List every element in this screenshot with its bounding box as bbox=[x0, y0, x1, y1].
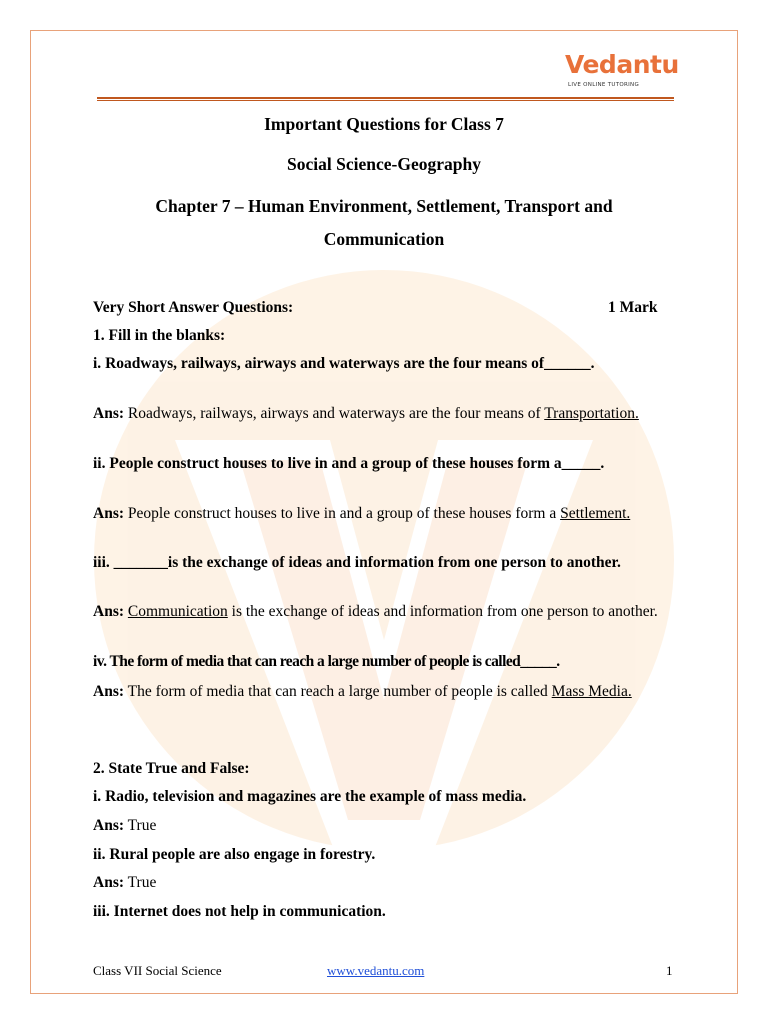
question-2-i bbox=[93, 786, 675, 807]
answer-key: Settlement. bbox=[560, 505, 631, 522]
answer-2-i bbox=[93, 815, 675, 836]
question-text: Radio, television and magazines are the example of mass media. bbox=[105, 788, 527, 805]
header-rule bbox=[97, 97, 674, 99]
chapter-title-line1: Chapter 7 – Human Environment, Settlement, Transport and bbox=[155, 196, 613, 216]
question-text: Rural people are also engage in forestry. bbox=[109, 846, 376, 863]
answer-key: Mass Media. bbox=[551, 683, 632, 700]
question-2-ii bbox=[93, 844, 675, 865]
answer-text: Roadways, railways, airways and waterways are the four means of bbox=[124, 405, 545, 422]
chapter-title-line2: Communication bbox=[323, 229, 445, 249]
question-text: The form of media that can reach a large number of people is called_____. bbox=[109, 653, 560, 670]
answer-1-iv bbox=[93, 681, 675, 702]
section-label: Very Short Answer Questions: bbox=[93, 299, 294, 316]
answer-label: Ans: bbox=[93, 683, 125, 700]
answer-text: True bbox=[124, 817, 157, 834]
answer-label: Ans: bbox=[93, 874, 125, 891]
question-text: Internet does not help in communication. bbox=[113, 903, 386, 920]
section-header bbox=[93, 297, 675, 318]
answer-1-iii bbox=[93, 601, 675, 622]
footer-website-link[interactable]: www.vedantu.com bbox=[327, 963, 425, 978]
question-text: _______is the exchange of ideas and information from one person to another. bbox=[113, 554, 621, 571]
q1-heading: 1. Fill in the blanks: bbox=[93, 327, 226, 344]
footer-class-label: Class VII Social Science bbox=[93, 963, 222, 978]
header-rule-thin bbox=[97, 100, 674, 101]
question-1-ii bbox=[93, 453, 697, 474]
question-number: i. bbox=[93, 355, 102, 372]
question-number: ii. bbox=[93, 455, 106, 472]
section-marks: 1 Mark bbox=[608, 299, 658, 316]
logo-wordmark: Vedantu bbox=[565, 50, 679, 79]
question-number: iv. bbox=[93, 653, 107, 670]
answer-2-ii bbox=[93, 872, 675, 893]
logo-tagline: LIVE ONLINE TUTORING bbox=[568, 82, 640, 88]
footer-page-number: 1 bbox=[666, 963, 673, 978]
question-1-iii bbox=[93, 552, 697, 573]
question-number: iii. bbox=[93, 903, 110, 920]
answer-label: Ans: bbox=[93, 603, 125, 620]
answer-1-ii bbox=[93, 503, 675, 524]
answer-label: Ans: bbox=[93, 817, 125, 834]
answer-1-i bbox=[93, 403, 675, 424]
question-text: Roadways, railways, airways and waterways are the four means of______. bbox=[105, 355, 595, 372]
question-1-iv bbox=[93, 651, 675, 672]
answer-text: The form of media that can reach a large number of people is called bbox=[124, 683, 552, 700]
answer-text: True bbox=[124, 874, 157, 891]
doc-title: Important Questions for Class 7 bbox=[264, 114, 504, 134]
question-number: i. bbox=[93, 788, 102, 805]
question-number: ii. bbox=[93, 846, 106, 863]
answer-label: Ans: bbox=[93, 405, 125, 422]
doc-subtitle: Social Science-Geography bbox=[287, 154, 481, 174]
answer-label: Ans: bbox=[93, 505, 125, 522]
answer-key: Communication bbox=[127, 603, 228, 620]
question-2-iii bbox=[93, 901, 675, 922]
answer-text-rest: is the exchange of ideas and information from one person to another. bbox=[227, 603, 658, 620]
question-number: iii. bbox=[93, 554, 110, 571]
vedantu-logo bbox=[565, 50, 679, 94]
answer-text: People construct houses to live in and a group of these houses form a bbox=[124, 505, 561, 522]
question-1-i bbox=[93, 353, 697, 374]
answer-key: Transportation. bbox=[544, 405, 639, 422]
question-text: People construct houses to live in and a group of these houses form a_____. bbox=[109, 455, 605, 472]
q2-heading: 2. State True and False: bbox=[93, 760, 250, 777]
